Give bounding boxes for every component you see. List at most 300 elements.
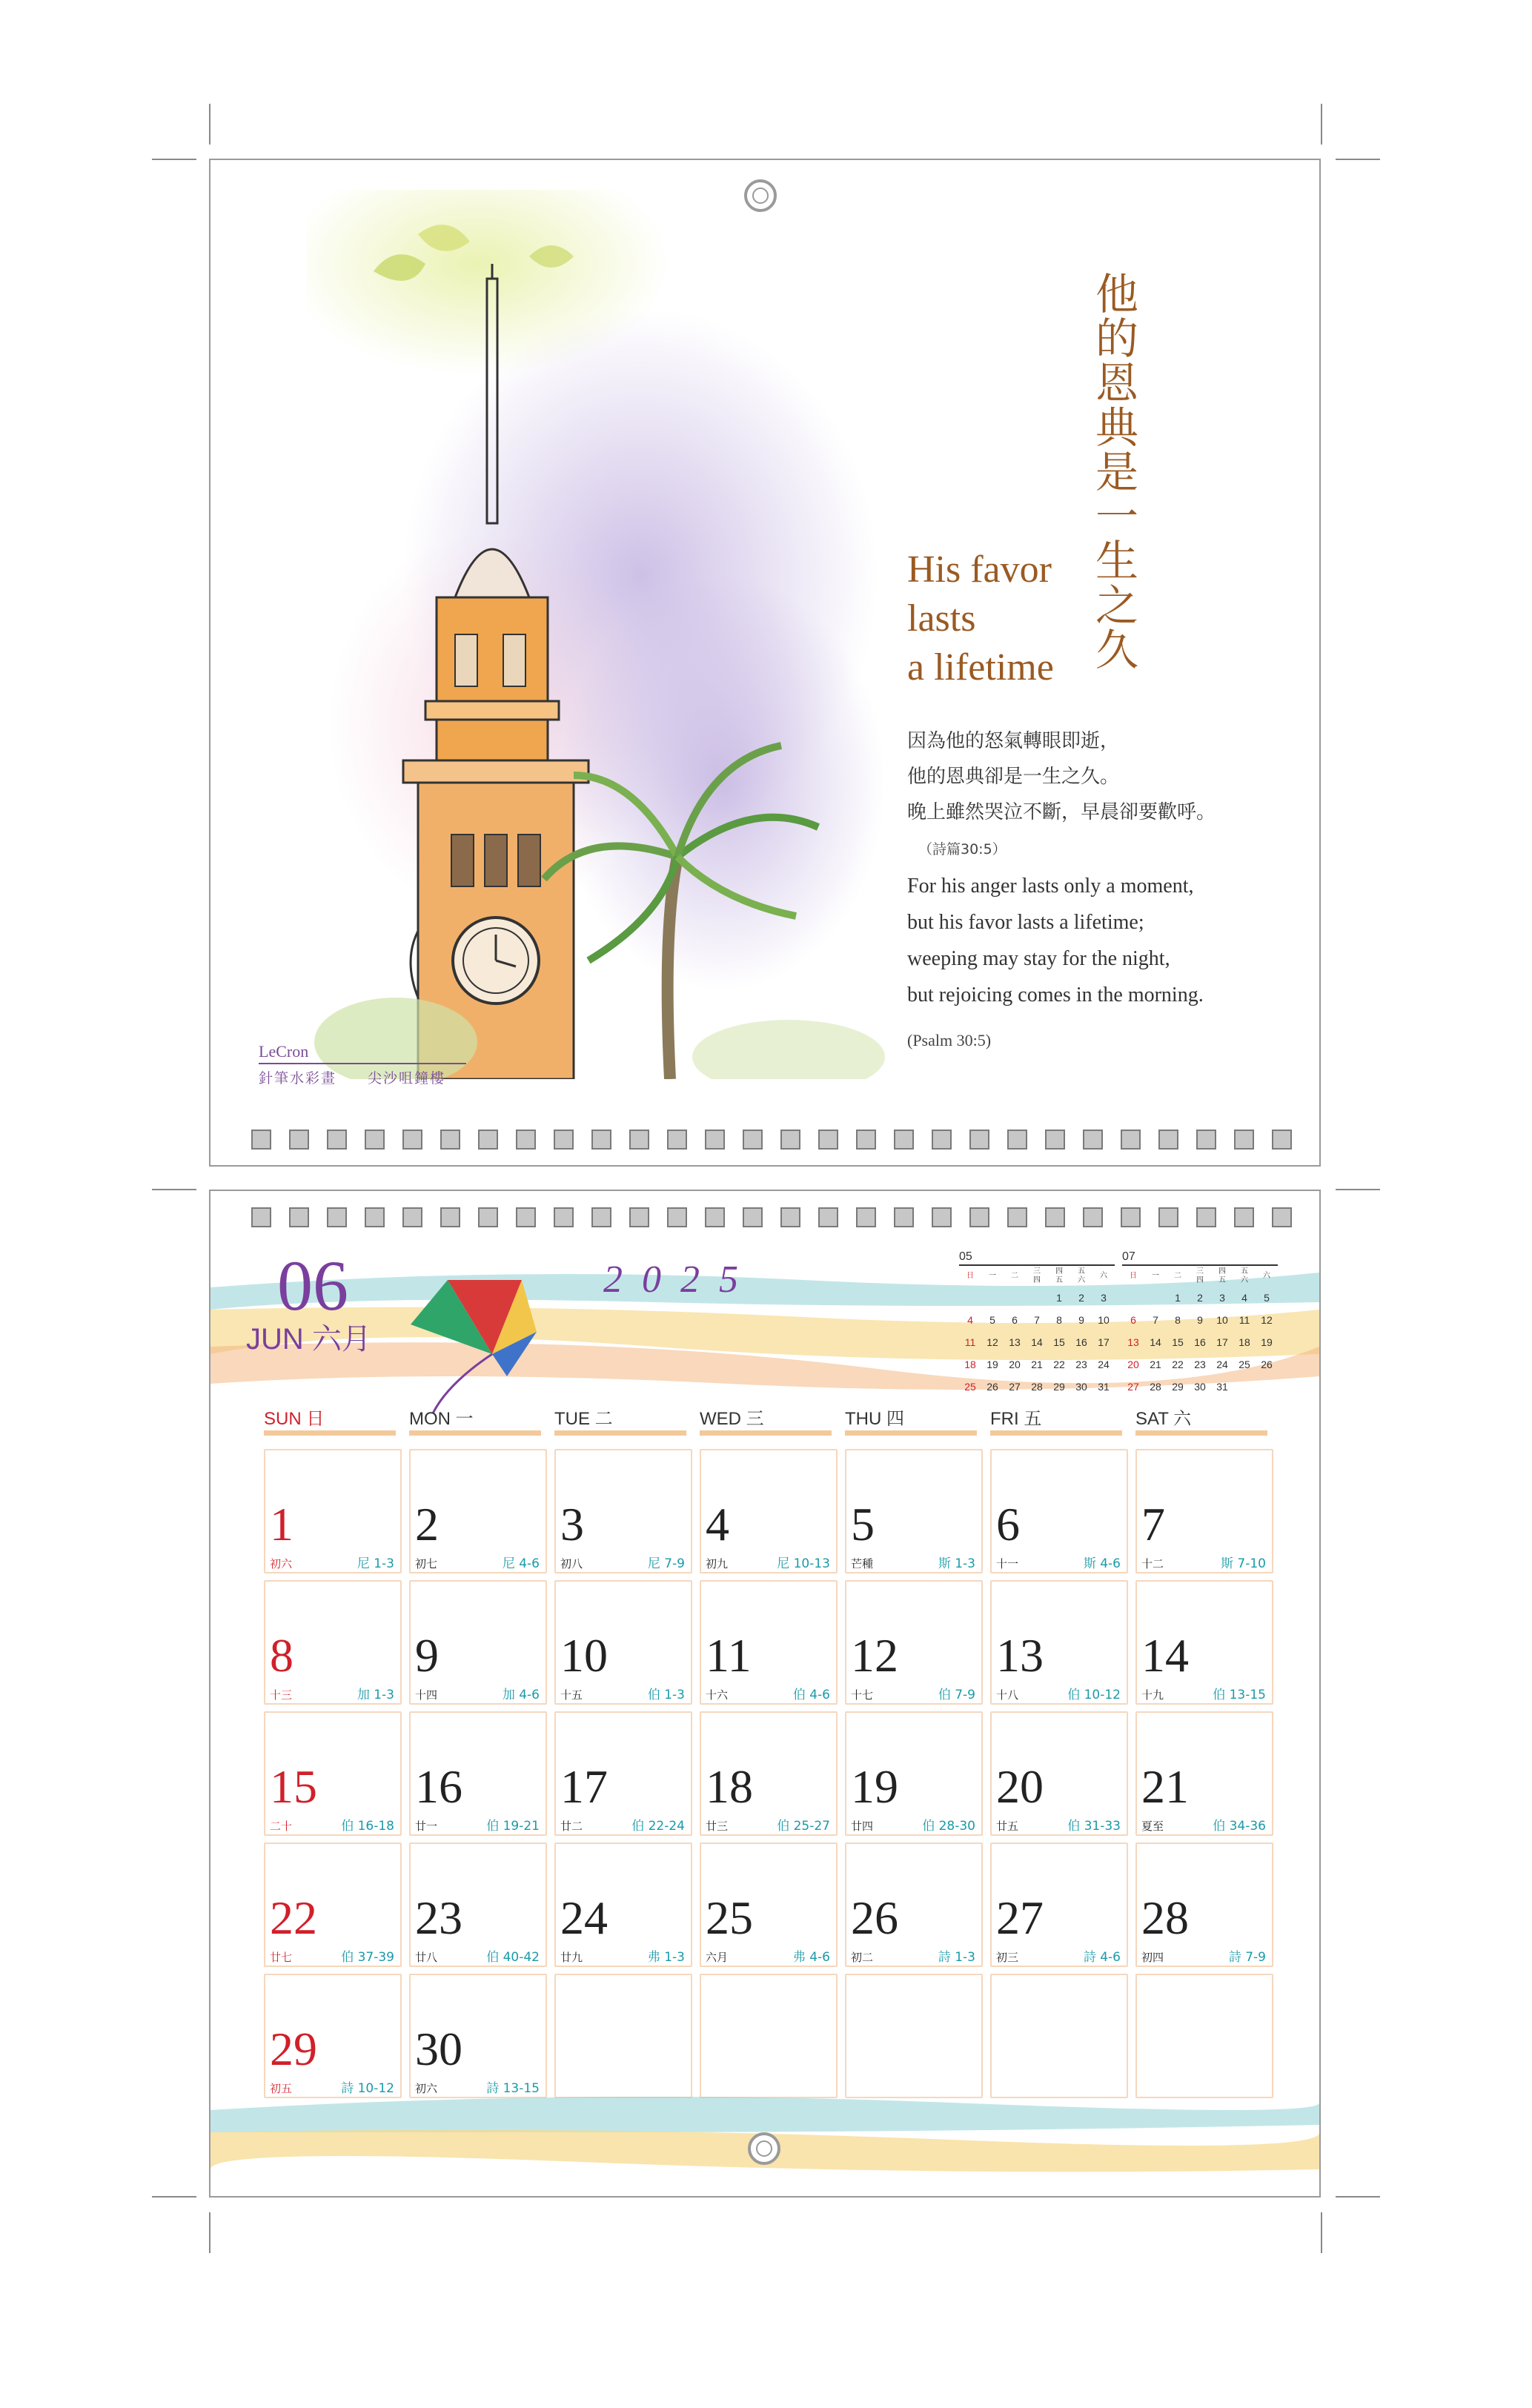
verse-chinese [907,723,1216,830]
mini-calendar-day: 11 [1238,1314,1250,1326]
day-cell[interactable] [554,1449,692,1573]
binding-hole [402,1207,422,1227]
mini-calendar-day: 5 [989,1314,995,1326]
bible-reading: 伯 4-6 [792,1688,830,1702]
weekday-label [1135,1404,1281,1433]
binding-hole [780,1207,800,1227]
day-cell[interactable] [1135,1711,1273,1836]
bible-reading: 伯 34-36 [1213,1819,1266,1834]
bible-reading: 詩 13-15 [486,2081,540,2096]
day-number: 14 [1141,1629,1189,1682]
binding-hole [743,1207,763,1227]
mini-calendar-weekday: 六 [1263,1272,1270,1280]
binding-hole [365,1130,385,1150]
verse-reference-chinese: （詩篇30:5） [918,841,1007,858]
binding-hole [289,1130,309,1150]
mini-calendar-weekday: 六 [1100,1272,1107,1280]
verse-line: weeping may stay for the night, [907,947,1170,970]
artist-name: LeCron [259,1042,309,1061]
title-chinese: 他的恩典是一生之久 [1088,271,1138,671]
bible-reading: 伯 16-18 [341,1819,394,1834]
day-number: 11 [706,1629,752,1682]
mini-calendar-day: 7 [1034,1314,1040,1326]
lunar-date: 廿三 [706,1820,729,1833]
year: 2025 [603,1258,757,1301]
binding-hole [1272,1130,1292,1150]
title-english-line: His favor [907,548,1052,591]
mini-calendar-day: 24 [1098,1359,1110,1370]
empty-day-cell [554,1974,692,2098]
lunar-date: 初六 [415,2082,438,2095]
weekday-label [409,1404,554,1433]
lunar-date: 十五 [560,1688,583,1702]
binding-hole [629,1130,649,1150]
mini-calendar-day: 24 [1216,1359,1228,1370]
verse-line: but his favor lasts a lifetime; [907,911,1144,934]
mini-calendar-weekday: 三 四 [1033,1267,1041,1284]
bible-reading: 伯 31-33 [1067,1819,1121,1834]
lunar-date: 廿四 [851,1820,874,1833]
verse-line: 因為他的怒氣轉眼即逝， [907,730,1120,752]
artwork-caption: 針筆水彩畫 尖沙咀鐘樓 [259,1070,446,1087]
mini-calendar-day [1144,1287,1167,1309]
mini-calendar-day: 20 [1127,1359,1139,1370]
bible-reading: 伯 25-27 [777,1819,830,1834]
day-cell[interactable] [264,1843,402,1967]
day-number: 4 [706,1498,729,1550]
verse-reference-english: (Psalm 30:5) [907,1031,992,1049]
day-number: 12 [851,1629,898,1682]
kite-illustration [411,1265,559,1413]
binding-hole [516,1207,536,1227]
day-cell[interactable] [264,1580,402,1705]
mini-calendar-day: 6 [1130,1314,1136,1326]
mini-calendar-day: 26 [986,1381,998,1393]
artwork-page [209,159,1321,1167]
binding-hole [365,1207,385,1227]
day-cell[interactable] [1135,1580,1273,1705]
bible-reading: 弗 1-3 [647,1950,685,1965]
title-english [907,545,1100,692]
mini-calendar-day [1026,1287,1048,1309]
day-cell[interactable] [845,1449,983,1573]
month-number: 06 [277,1246,348,1325]
lunar-date: 十四 [415,1688,438,1702]
binding-hole [440,1130,460,1150]
day-cell[interactable] [845,1580,983,1705]
empty-day-cell [700,1974,838,2098]
mini-calendar-day: 27 [1127,1381,1139,1393]
mini-calendar-day: 1 [1175,1292,1181,1304]
crop-mark [152,1189,196,1190]
day-number: 29 [270,2023,317,2075]
mini-calendar-label: 07 [1122,1250,1278,1266]
binding-hole [743,1130,763,1150]
mini-calendar-day: 26 [1261,1359,1273,1370]
day-number: 6 [996,1498,1020,1550]
lunar-date: 初八 [560,1557,583,1570]
weekday-text: MON 一 [409,1409,474,1429]
mini-calendar-day: 19 [1261,1336,1273,1348]
mini-calendar-weekday: 三 四 [1196,1267,1204,1284]
lunar-date: 十八 [996,1688,1019,1702]
binding-hole [1083,1130,1103,1150]
mini-calendar-day: 17 [1216,1336,1228,1348]
mini-calendar-july [1122,1250,1278,1398]
binding-hole [1083,1207,1103,1227]
mini-calendar-day: 22 [1172,1359,1184,1370]
day-number: 13 [996,1629,1044,1682]
binding-hole [1007,1207,1027,1227]
day-number: 21 [1141,1760,1189,1813]
weekday-underline [1135,1430,1267,1436]
binding-hole [818,1207,838,1227]
day-number: 24 [560,1891,608,1944]
bible-reading: 伯 10-12 [1067,1688,1121,1702]
day-cell[interactable] [990,1580,1128,1705]
mini-calendar-weekday: 一 [989,1272,996,1280]
verse-line: but rejoicing comes in the morning. [907,984,1204,1006]
day-number: 19 [851,1760,898,1813]
mini-calendar-day: 4 [1241,1292,1247,1304]
lunar-date: 夏至 [1141,1820,1164,1833]
bible-reading: 詩 1-3 [938,1950,975,1965]
day-cell[interactable] [845,1843,983,1967]
crop-mark [209,2212,210,2253]
bible-reading: 詩 4-6 [1083,1950,1121,1965]
day-number: 28 [1141,1891,1189,1944]
mini-calendar-day: 23 [1075,1359,1087,1370]
verse-line: For his anger lasts only a moment, [907,875,1194,898]
mini-calendar-day: 10 [1216,1314,1228,1326]
day-cell[interactable] [554,1711,692,1836]
day-number: 7 [1141,1498,1165,1550]
binding-hole [1158,1207,1178,1227]
mini-calendar-day: 18 [964,1359,976,1370]
binding-hole [327,1130,347,1150]
lunar-date: 廿八 [415,1951,438,1964]
mini-calendar-day: 15 [1053,1336,1065,1348]
bible-reading: 詩 7-9 [1228,1950,1266,1965]
weekday-label [845,1404,990,1433]
binding-hole [1158,1130,1178,1150]
crop-mark [1321,2212,1322,2253]
day-cell[interactable] [409,1974,547,2098]
day-number: 3 [560,1498,584,1550]
crop-mark [209,104,210,145]
mini-calendar-day: 25 [1238,1359,1250,1370]
lunar-date: 十九 [1141,1688,1164,1702]
mini-calendar-day: 31 [1216,1381,1228,1393]
binding-hole [478,1207,498,1227]
mini-calendar-day: 10 [1098,1314,1110,1326]
mini-calendar-day: 31 [1098,1381,1110,1393]
day-number: 5 [851,1498,875,1550]
mini-calendar-day: 22 [1053,1359,1065,1370]
binding-hole [1121,1130,1141,1150]
bible-reading: 伯 7-9 [938,1688,975,1702]
lunar-date: 廿九 [560,1951,583,1964]
mini-calendar-day: 6 [1012,1314,1018,1326]
weekday-underline [990,1430,1122,1436]
bible-reading: 伯 1-3 [647,1688,685,1702]
lunar-date: 十二 [1141,1557,1164,1570]
day-cell[interactable] [1135,1843,1273,1967]
weekday-label [700,1404,845,1433]
binding-hole [251,1207,271,1227]
mini-calendar-day: 1 [1056,1292,1062,1304]
mini-calendar-day: 16 [1075,1336,1087,1348]
mini-calendar-day: 28 [1150,1381,1161,1393]
weekday-header [264,1404,1281,1433]
lunar-date: 初五 [270,2082,293,2095]
mini-calendar-day: 8 [1056,1314,1062,1326]
lunar-date: 六月 [706,1951,729,1964]
day-number: 25 [706,1891,753,1944]
day-cell[interactable] [554,1843,692,1967]
mini-calendar-day: 9 [1197,1314,1203,1326]
mini-calendar-day [981,1287,1004,1309]
mini-calendar-day: 2 [1078,1292,1084,1304]
day-number: 20 [996,1760,1044,1813]
binding-hole [327,1207,347,1227]
lunar-date: 廿一 [415,1820,438,1833]
mini-calendar-weekday: 四 五 [1055,1267,1063,1284]
mini-calendar-day: 3 [1219,1292,1225,1304]
mini-calendar-weekday: 四 五 [1218,1267,1226,1284]
mini-calendar-day: 30 [1194,1381,1206,1393]
mini-calendar-day: 23 [1194,1359,1206,1370]
day-number: 18 [706,1760,753,1813]
mini-calendar-day [1122,1287,1144,1309]
binding-hole [289,1207,309,1227]
crop-mark [1336,159,1380,160]
bible-reading: 伯 22-24 [631,1819,685,1834]
day-cell[interactable] [700,1449,838,1573]
binding-hole [591,1130,611,1150]
mini-calendar-weekday: 二 [1174,1272,1181,1280]
mini-calendar-day: 27 [1009,1381,1021,1393]
lunar-date: 十七 [851,1688,874,1702]
binding-hole [478,1130,498,1150]
weekday-text: SUN 日 [264,1409,325,1429]
day-cell[interactable] [264,1449,402,1573]
mini-calendar-day: 21 [1150,1359,1161,1370]
crop-mark [1336,1189,1380,1190]
day-number: 17 [560,1760,608,1813]
day-number: 9 [415,1629,439,1682]
weekday-underline [700,1430,832,1436]
mini-calendar-weekday: 五 六 [1078,1267,1085,1284]
mini-calendar-day: 3 [1101,1292,1107,1304]
day-cell[interactable] [409,1580,547,1705]
weekday-label [990,1404,1135,1433]
binding-hole [780,1130,800,1150]
lunar-date: 初六 [270,1557,293,1570]
mini-calendar-weekday: 五 六 [1241,1267,1248,1284]
binding-hole [705,1130,725,1150]
day-cell[interactable] [264,1711,402,1836]
lunar-date: 廿七 [270,1951,293,1964]
mini-calendar-day: 2 [1197,1292,1203,1304]
binding-hole [1234,1207,1254,1227]
mini-calendar-day: 17 [1098,1336,1110,1348]
weekday-text: WED 三 [700,1409,764,1429]
crop-mark [1321,104,1322,145]
title-english-line: a lifetime [907,646,1054,689]
mini-calendar-day: 19 [986,1359,998,1370]
binding-hole [818,1130,838,1150]
binding-hole [440,1207,460,1227]
empty-day-cell [845,1974,983,2098]
calendar-page [209,1190,1321,2198]
binding-hole [1234,1130,1254,1150]
weekday-underline [554,1430,686,1436]
mini-calendar-day [1233,1376,1256,1398]
empty-day-cell [1135,1974,1273,2098]
day-cell[interactable] [990,1449,1128,1573]
bible-reading: 加 4-6 [502,1688,540,1702]
binding-hole [932,1130,952,1150]
mini-calendar-day: 12 [986,1336,998,1348]
lunar-date: 初三 [996,1951,1019,1964]
day-cell[interactable] [700,1580,838,1705]
binding-hole [554,1207,574,1227]
lunar-date: 廿五 [996,1820,1019,1833]
day-number: 16 [415,1760,462,1813]
binding-hole [1272,1207,1292,1227]
day-cell[interactable] [264,1974,402,2098]
weekday-label [554,1404,700,1433]
bible-reading: 伯 40-42 [486,1950,540,1965]
binding-hole [1196,1207,1216,1227]
lunar-date: 十一 [996,1557,1019,1570]
day-number: 1 [270,1498,294,1550]
day-cell[interactable] [409,1711,547,1836]
mini-calendar-day: 28 [1031,1381,1043,1393]
mini-calendar-day: 8 [1175,1314,1181,1326]
binding-hole [705,1207,725,1227]
day-cell[interactable] [700,1711,838,1836]
bible-reading: 尼 7-9 [647,1556,685,1571]
binding-hole [1196,1130,1216,1150]
crop-mark [152,159,196,160]
binding-hole [1045,1207,1065,1227]
weekday-text: THU 四 [845,1409,904,1429]
crop-mark [1336,2196,1380,2198]
binding-hole [1007,1130,1027,1150]
mini-calendar-day [1004,1287,1026,1309]
binding-hole [402,1130,422,1150]
bible-reading: 伯 37-39 [341,1950,394,1965]
day-cell[interactable] [554,1580,692,1705]
binding-hole [591,1207,611,1227]
binding-hole [667,1207,687,1227]
mini-calendar-weekday: 日 [966,1272,974,1280]
day-number: 8 [270,1629,294,1682]
binding-hole [1121,1207,1141,1227]
mini-calendar-day: 18 [1238,1336,1250,1348]
mini-calendar-day: 13 [1009,1336,1021,1348]
bible-reading: 斯 7-10 [1221,1556,1266,1571]
mini-calendar-day: 12 [1261,1314,1273,1326]
lunar-date: 初七 [415,1557,438,1570]
bible-reading: 伯 13-15 [1213,1688,1266,1702]
binding-hole [856,1207,876,1227]
bible-reading: 尼 1-3 [357,1556,394,1571]
mini-calendar-day [959,1287,981,1309]
day-cell[interactable] [990,1843,1128,1967]
lunar-date: 十三 [270,1688,293,1702]
bible-reading: 尼 10-13 [777,1556,830,1571]
day-number: 27 [996,1891,1044,1944]
mini-calendar-day: 7 [1153,1314,1158,1326]
mini-calendar-day: 13 [1127,1336,1139,1348]
lunar-date: 廿二 [560,1820,583,1833]
day-number: 22 [270,1891,317,1944]
day-cell[interactable] [990,1711,1128,1836]
empty-day-cell [990,1974,1128,2098]
month-name: JUN 六月 [246,1323,371,1356]
day-cell[interactable] [845,1711,983,1836]
binding-hole [667,1130,687,1150]
mini-calendar-day: 25 [964,1381,976,1393]
day-cell[interactable] [409,1843,547,1967]
day-number: 30 [415,2023,462,2075]
mini-calendar-day: 14 [1031,1336,1043,1348]
bible-reading: 尼 4-6 [502,1556,540,1571]
crop-mark [152,2196,196,2198]
mini-calendar-day: 11 [964,1336,976,1348]
binding-hole [932,1207,952,1227]
bible-reading: 加 1-3 [357,1688,394,1702]
verse-line: 晚上雖然哭泣不斷，早晨卻要歡呼。 [907,801,1216,823]
binding-hole [969,1130,989,1150]
binding-hole [629,1207,649,1227]
mini-calendar-day: 29 [1172,1381,1184,1393]
bible-reading: 弗 4-6 [792,1950,830,1965]
bible-reading: 斯 4-6 [1083,1556,1121,1571]
bible-reading: 伯 28-30 [922,1819,975,1834]
mini-calendar-day: 20 [1009,1359,1021,1370]
bible-reading: 詩 10-12 [341,2081,394,2096]
lunar-date: 初四 [1141,1951,1164,1964]
mini-calendar-day: 4 [967,1314,973,1326]
lunar-date: 二十 [270,1820,293,1833]
mini-calendar-day: 15 [1172,1336,1184,1348]
day-number: 23 [415,1891,462,1944]
mini-calendar-day: 5 [1264,1292,1270,1304]
mini-calendar-weekday: 一 [1152,1272,1159,1280]
spiral-binding [251,1130,1292,1150]
binding-hole [251,1130,271,1150]
mini-calendar-day: 14 [1150,1336,1161,1348]
spiral-binding [251,1207,1292,1227]
binding-hole [969,1207,989,1227]
binding-hole [856,1130,876,1150]
day-cell[interactable] [700,1843,838,1967]
mini-calendar-day: 30 [1075,1381,1087,1393]
day-number: 2 [415,1498,439,1550]
lunar-date: 初二 [851,1951,874,1964]
day-cell[interactable] [409,1449,547,1573]
day-number: 26 [851,1891,898,1944]
mini-calendar-day: 16 [1194,1336,1206,1348]
lunar-date: 十六 [706,1688,729,1702]
day-cell[interactable] [1135,1449,1273,1573]
mini-calendar-day: 9 [1078,1314,1084,1326]
bible-reading: 斯 1-3 [938,1556,975,1571]
